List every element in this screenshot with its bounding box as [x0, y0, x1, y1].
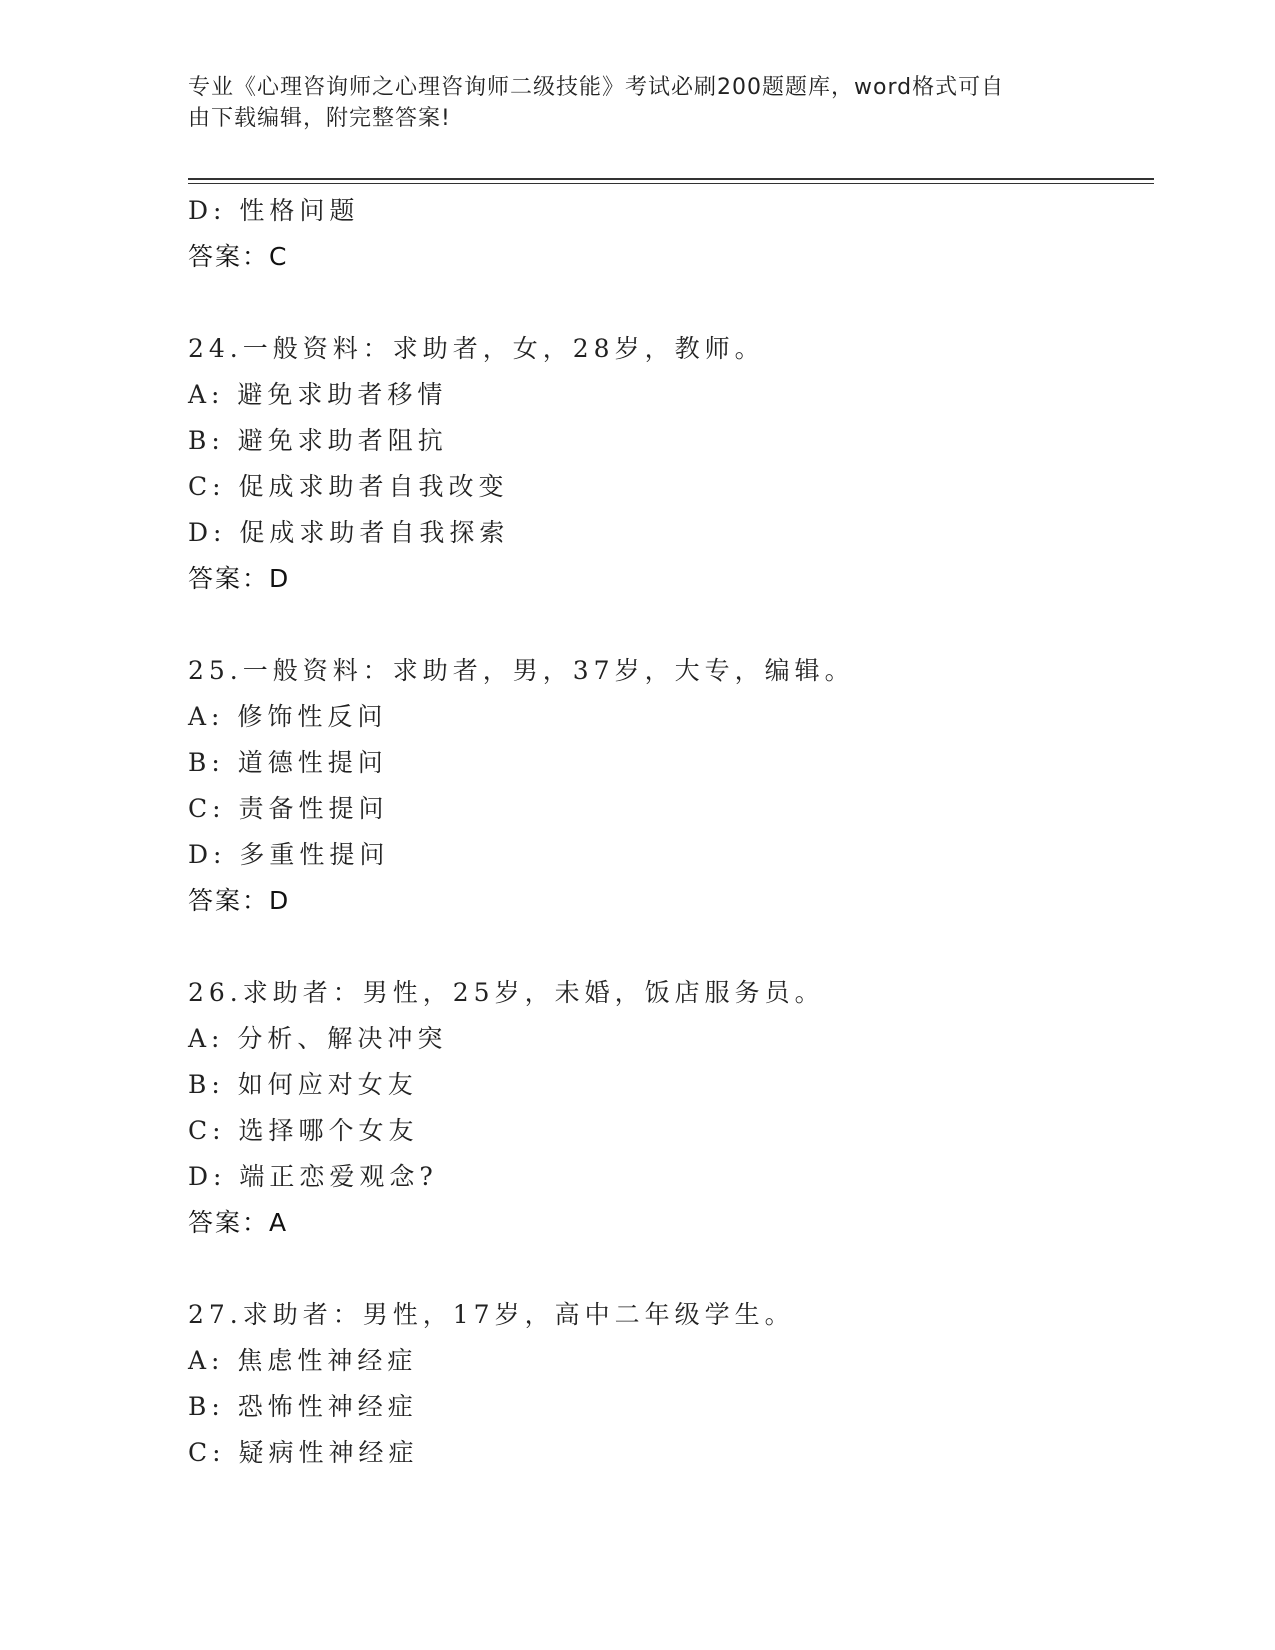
prev-option-d: D: 性格问题: [188, 196, 360, 225]
answer: 答案：D: [188, 886, 291, 915]
question-stem: 26.求助者：男性，25岁，未婚，饭店服务员。: [188, 978, 825, 1007]
option-c: C: 选择哪个女友: [188, 1116, 419, 1145]
option-c: C: 责备性提问: [188, 794, 389, 823]
question-27: [188, 1292, 1154, 1476]
option-a: A: 修饰性反问: [188, 702, 388, 731]
document-header: [188, 72, 1068, 134]
option-b: B: 恐怖性神经症: [188, 1392, 418, 1421]
answer: 答案：D: [188, 564, 291, 593]
option-a: A: 分析、解决冲突: [188, 1024, 448, 1053]
header-line-2: 由下载编辑，附完整答案!: [188, 106, 451, 131]
option-a: A: 焦虑性神经症: [188, 1346, 418, 1375]
question-26: [188, 970, 1154, 1246]
option-d: D: 促成求助者自我探索: [188, 518, 510, 547]
spacer: [188, 280, 1154, 326]
header-line-1: 专业《心理咨询师之心理咨询师二级技能》考试必刷200题题库，word格式可自: [188, 75, 1005, 100]
header-rule-thin: [188, 183, 1154, 184]
question-25: [188, 648, 1154, 924]
option-c: C: 疑病性神经症: [188, 1438, 419, 1467]
option-b: B: 如何应对女友: [188, 1070, 418, 1099]
spacer: [188, 602, 1154, 648]
document-body: [188, 188, 1154, 1476]
option-d: D: 端正恋爱观念?: [188, 1162, 438, 1191]
option-b: B: 道德性提问: [188, 748, 388, 777]
question-stem: 27.求助者：男性，17岁，高中二年级学生。: [188, 1300, 795, 1329]
answer: 答案：A: [188, 1208, 289, 1237]
question-24: [188, 326, 1154, 602]
option-d: D: 多重性提问: [188, 840, 390, 869]
option-a: A: 避免求助者移情: [188, 380, 448, 409]
header-rule-thick: [188, 178, 1154, 180]
option-b: B: 避免求助者阻抗: [188, 426, 448, 455]
spacer: [188, 1246, 1154, 1292]
question-stem: 24.一般资料：求助者，女，28岁，教师。: [188, 334, 765, 363]
spacer: [188, 924, 1154, 970]
prev-answer: 答案：C: [188, 242, 289, 271]
option-c: C: 促成求助者自我改变: [188, 472, 509, 501]
question-stem: 25.一般资料：求助者，男，37岁，大专，编辑。: [188, 656, 855, 685]
